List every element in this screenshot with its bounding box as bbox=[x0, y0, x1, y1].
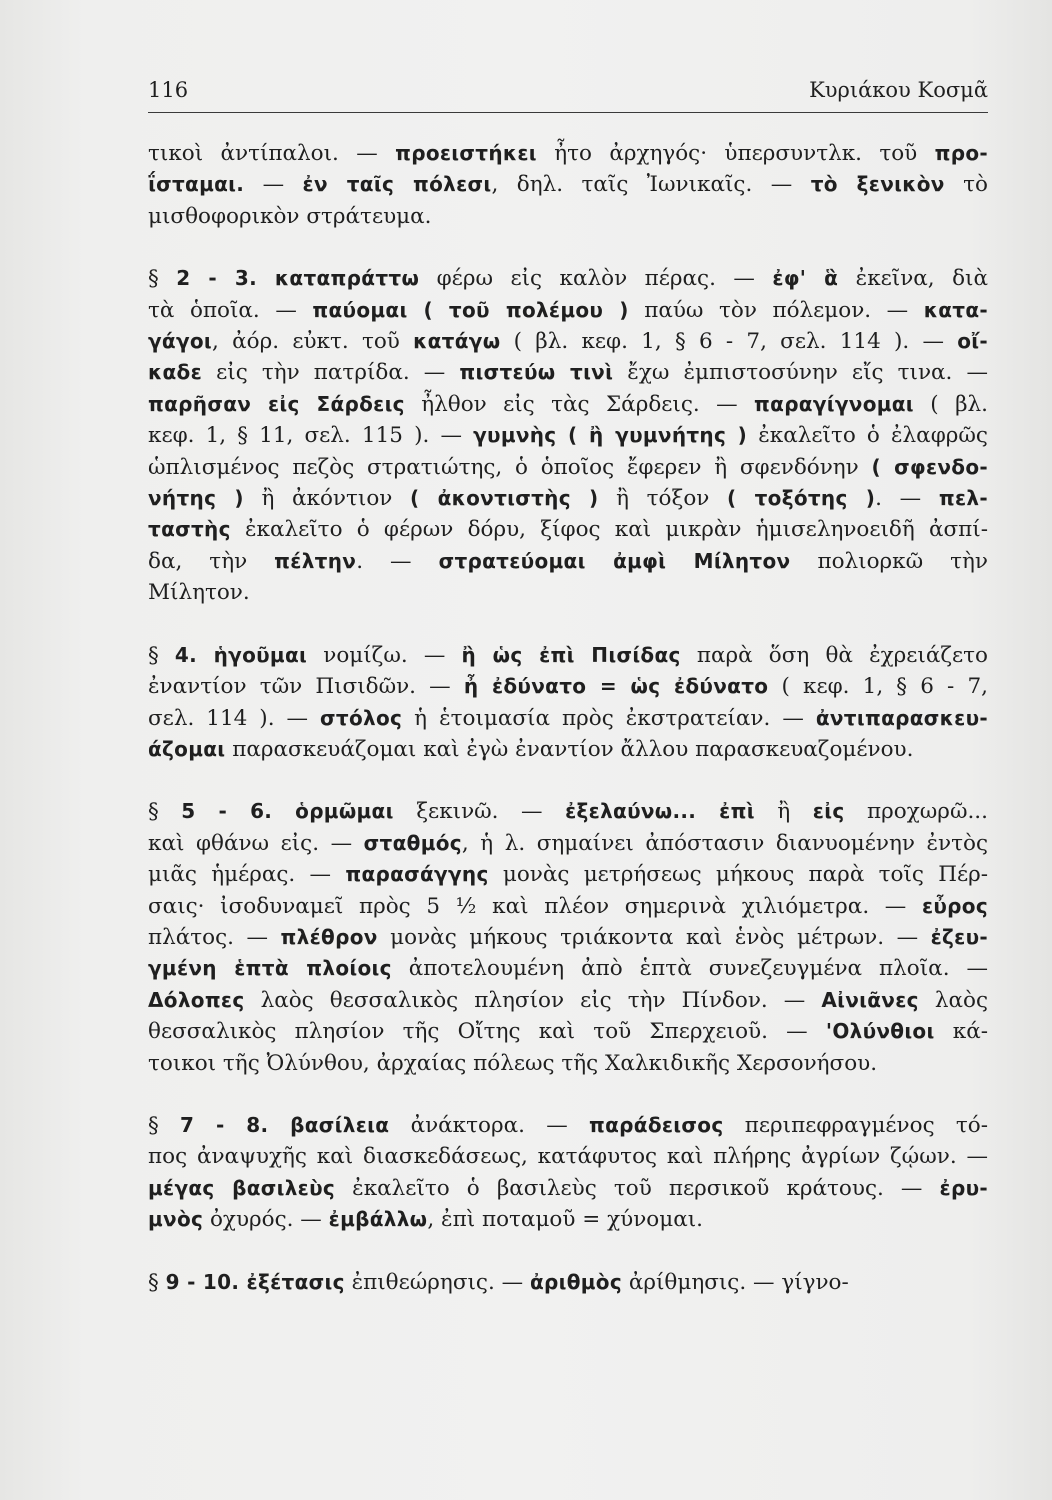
headword: ἐξελαύνω... ἐπὶ bbox=[565, 799, 755, 824]
gloss-text: Μίλητον. bbox=[148, 580, 250, 606]
gloss-text: ἐκεῖνα, διὰ bbox=[838, 266, 988, 292]
text-line bbox=[148, 452, 988, 483]
gloss-text: καὶ φθάνω εἰς. — bbox=[148, 830, 364, 856]
text-line bbox=[148, 1204, 988, 1235]
headword: παύομαι ( τοῦ πολέμου ) bbox=[312, 297, 629, 322]
gloss-text: ἐκαλεῖτο ὁ βασιλεὺς τοῦ περσικοῦ κράτους. — bbox=[335, 1175, 940, 1201]
gloss-text: ἔχω ἐμπιστοσύνην εἴς τινα. — bbox=[613, 360, 988, 386]
headword: ( ἀκοντιστὴς ) bbox=[410, 486, 599, 511]
gloss-text: ἦλθον εἰς τὰς Σάρδεις. — bbox=[404, 391, 755, 417]
headword: κατα- bbox=[923, 297, 988, 322]
headword: στόλος bbox=[320, 705, 403, 730]
headword: 9 - 10. ἐξέτασις bbox=[165, 1269, 345, 1294]
gloss-text: παρασκευάζομαι καὶ ἐγὼ ἐναντίον ἄλλου παρασκευαζομένου. bbox=[225, 736, 914, 762]
text-line bbox=[148, 169, 988, 200]
headword: ἀντιπαρασκευ- bbox=[815, 705, 989, 730]
gloss-text: τικοὶ ἀντίπαλοι. — bbox=[148, 141, 396, 166]
headword: παρασάγγης bbox=[345, 862, 489, 887]
gloss-text: νομίζω. — bbox=[307, 642, 462, 668]
paragraph bbox=[148, 1267, 988, 1298]
paragraph bbox=[148, 138, 988, 232]
gloss-text: ( βλ. κεφ. 1, § 6 - 7, σελ. 114 ). — bbox=[500, 329, 958, 355]
headword: τὸ ξενικὸν bbox=[810, 172, 945, 197]
paragraph bbox=[148, 1110, 988, 1236]
gloss-text: τὸ bbox=[944, 172, 988, 198]
headword: παράδεισος bbox=[589, 1112, 724, 1137]
gloss-text: , ἐπὶ ποταμοῦ = χύνομαι. bbox=[427, 1207, 703, 1233]
text-line bbox=[148, 640, 988, 671]
headword: ἢ ὡς ἐπὶ Πισίδας bbox=[461, 642, 681, 667]
text-line bbox=[148, 483, 988, 514]
text-line bbox=[148, 859, 988, 890]
gloss-text: ἀνάκτορα. — bbox=[389, 1112, 590, 1138]
text-line bbox=[148, 546, 988, 577]
text-line bbox=[148, 420, 988, 451]
text-line bbox=[148, 1141, 988, 1172]
gloss-text: § bbox=[148, 266, 177, 292]
headword: ἦ ἐδύνατο = ὡς ἐδύνατο bbox=[463, 674, 769, 699]
text-line bbox=[148, 389, 988, 420]
gloss-text: ἢ τόξον bbox=[598, 486, 728, 512]
gloss-text: ξεκινῶ. — bbox=[393, 799, 566, 825]
headword: εὖρος bbox=[921, 893, 988, 918]
gloss-text: ἀποτελουμένη ἀπὸ ἑπτὰ συνεζευγμένα πλοῖα. — bbox=[391, 956, 988, 982]
gloss-text: ἐπιθεώρησις. — bbox=[344, 1269, 530, 1295]
gloss-text: ἐκαλεῖτο ὁ ἐλαφρῶς bbox=[747, 423, 988, 449]
gloss-text: ἢ bbox=[754, 799, 813, 825]
gloss-text: ἢ ἀκόντιον bbox=[243, 486, 411, 512]
gloss-text: κεφ. 1, § 11, σελ. 115 ). — bbox=[148, 423, 474, 449]
gloss-text: λαὸς bbox=[918, 987, 988, 1013]
headword: 7 - 8. βασίλεια bbox=[180, 1112, 390, 1137]
gloss-text: λαὸς θεσσαλικὸς πλησίον εἰς τὴν Πίνδον. — bbox=[244, 987, 822, 1013]
gloss-text: θεσσαλικὸς πλησίον τῆς Οἴτης καὶ τοῦ Σπερχειοῦ. — bbox=[148, 1019, 826, 1045]
headword: γάγοι bbox=[148, 329, 213, 354]
headword: ἀριθμὸς bbox=[529, 1269, 622, 1294]
gloss-text: τοικοι τῆς Ὀλύνθου, ἀρχαίας πόλεως τῆς Χαλκιδικῆς Χερσονήσου. bbox=[148, 1050, 878, 1076]
paragraph bbox=[148, 796, 988, 1079]
headword: ἐζευ- bbox=[930, 924, 988, 949]
text-line bbox=[148, 1048, 988, 1079]
headword: πλέθρον bbox=[280, 924, 378, 949]
gloss-text: περιπεφραγμένος τό- bbox=[723, 1112, 988, 1138]
headword: ἐμβάλλω bbox=[328, 1207, 428, 1232]
gloss-text: ὡπλισμένος πεζὸς στρατιώτης, ὁ ὁποῖος ἔφερεν ἢ σφενδόνην bbox=[148, 454, 872, 480]
page-header bbox=[148, 74, 988, 113]
headword: προ- bbox=[934, 141, 988, 165]
gloss-text: — bbox=[244, 172, 303, 198]
text-line bbox=[148, 514, 988, 545]
gloss-text: § bbox=[148, 1269, 166, 1295]
paragraph bbox=[148, 640, 988, 766]
headword: 2 - 3. καταπράττω bbox=[176, 266, 420, 291]
headword: Δόλοπες bbox=[148, 987, 245, 1012]
gloss-text: προχωρῶ... bbox=[844, 799, 988, 825]
gloss-text: ὀχυρός. — bbox=[203, 1207, 329, 1233]
gloss-text: , δηλ. ταῖς Ἰωνικαῖς. — bbox=[491, 172, 811, 198]
text-line bbox=[148, 796, 988, 827]
gloss-text: τὰ ὁποῖα. — bbox=[148, 297, 313, 323]
text-line bbox=[148, 703, 988, 734]
gloss-text: , ἀόρ. εὐκτ. τοῦ bbox=[212, 329, 414, 355]
headword: πελ- bbox=[938, 486, 988, 511]
glossary-text bbox=[148, 138, 988, 1298]
text-line bbox=[148, 1173, 988, 1204]
gloss-text: εἰς τὴν πατρίδα. — bbox=[202, 360, 460, 386]
gloss-text: μονὰς μετρήσεως μήκους παρὰ τοῖς Πέρ- bbox=[488, 862, 988, 888]
gloss-text: πος ἀναψυχῆς καὶ διασκεδάσεως, κατάφυτος καὶ πλήρης ἀγρίων ζῴων. — bbox=[148, 1144, 988, 1170]
headword: στρατεύομαι ἀμφὶ Μίλητον bbox=[438, 548, 791, 573]
gloss-text: μιᾶς ἡμέρας. — bbox=[148, 862, 346, 888]
headword: οἴ- bbox=[957, 329, 988, 354]
headword: 4. ἡγοῦμαι bbox=[174, 642, 308, 667]
headword: σταθμός bbox=[363, 830, 462, 855]
text-line bbox=[148, 577, 988, 608]
headword: παραγίγνομαι bbox=[754, 391, 914, 416]
text-line bbox=[148, 295, 988, 326]
gloss-text: πολιορκῶ τὴν bbox=[790, 548, 988, 574]
gloss-text: § bbox=[148, 799, 182, 825]
gloss-text: ἦτο ἀρχηγός· ὑπερσυντλκ. τοῦ bbox=[536, 141, 935, 166]
headword: γυμνὴς ( ἢ γυμνήτης ) bbox=[473, 423, 748, 448]
gloss-text: μισθοφορικὸν στράτευμα. bbox=[148, 203, 432, 229]
text-line bbox=[148, 953, 988, 984]
gloss-text: . — bbox=[356, 548, 439, 574]
text-line bbox=[148, 1267, 988, 1298]
gloss-text: ἐναντίον τῶν Πισιδῶν. — bbox=[148, 674, 464, 700]
headword: ταστὴς bbox=[148, 517, 231, 542]
headword: Αἰνιᾶνες bbox=[821, 987, 919, 1012]
headword: ἐρυ- bbox=[939, 1175, 988, 1200]
headword: κατάγω bbox=[413, 329, 501, 354]
headword: ἐν ταῖς πόλεσι bbox=[302, 172, 492, 197]
gloss-text: πλάτος. — bbox=[148, 924, 281, 950]
gloss-text: παρὰ ὅση θὰ ἐχρειάζετο bbox=[680, 642, 988, 668]
gloss-text: ἡ ἑτοιμασία πρὸς ἐκστρατείαν. — bbox=[402, 705, 816, 731]
gloss-text: φέρω εἰς καλὸν πέρας. — bbox=[419, 266, 773, 292]
headword: ( σφενδο- bbox=[871, 454, 988, 479]
text-line bbox=[148, 734, 988, 765]
headword: 'Ολύνθιοι bbox=[825, 1019, 935, 1044]
paragraph bbox=[148, 263, 988, 608]
headword: εἰς bbox=[812, 799, 845, 824]
gloss-text: σαις· ἰσοδυναμεῖ πρὸς 5 ½ καὶ πλέον σημερινὰ χιλιόμετρα. — bbox=[148, 893, 922, 919]
headword: μνὸς bbox=[148, 1207, 204, 1232]
headword: πιστεύω τινὶ bbox=[459, 360, 614, 385]
headword: γμένη ἑπτὰ πλοίοις bbox=[148, 956, 392, 981]
headword: ἐφ' ἃ bbox=[772, 266, 839, 291]
text-line bbox=[148, 1110, 988, 1141]
gloss-text: ἐκαλεῖτο ὁ φέρων δόρυ, ξίφος καὶ μικρὰν ἡμισεληνοειδῆ ἀσπί- bbox=[230, 517, 988, 543]
text-line bbox=[148, 985, 988, 1016]
text-line bbox=[148, 922, 988, 953]
text-line bbox=[148, 357, 988, 388]
headword: προειστήκει bbox=[395, 141, 537, 165]
page-number: 116 bbox=[148, 78, 189, 102]
gloss-text: παύω τὸν πόλεμον. — bbox=[628, 297, 924, 323]
gloss-text: , ἡ λ. σημαίνει ἀπόστασιν διανυομένην ἐντὸς bbox=[461, 830, 988, 856]
text-line bbox=[148, 671, 988, 702]
running-head: Κυριάκου Κοσμᾶ bbox=[809, 78, 988, 102]
gloss-text: § bbox=[148, 1112, 181, 1138]
headword: ( τοξότης ) bbox=[727, 486, 876, 511]
gloss-text: § bbox=[148, 642, 175, 668]
text-line bbox=[148, 828, 988, 859]
gloss-text: δα, τὴν bbox=[148, 548, 275, 574]
gloss-text: μονὰς μήκους τριάκοντα καὶ ἑνὸς μέτρων. — bbox=[377, 924, 931, 950]
gloss-text: ( κεφ. 1, § 6 - 7, bbox=[768, 674, 988, 700]
headword: παρῆσαν εἰς Σάρδεις bbox=[148, 391, 405, 416]
headword: καδε bbox=[148, 360, 203, 385]
gloss-text: ( βλ. bbox=[913, 391, 988, 417]
text-line bbox=[148, 263, 988, 294]
headword: ΐσταμαι. bbox=[148, 172, 245, 197]
headword: πέλτην bbox=[274, 548, 357, 573]
headword: άζομαι bbox=[148, 736, 226, 761]
text-line bbox=[148, 201, 988, 232]
gloss-text: ἀρίθμησις. — γίγνο- bbox=[621, 1269, 849, 1295]
headword: νήτης ) bbox=[148, 486, 244, 511]
gloss-text: . — bbox=[875, 486, 939, 512]
gloss-text: κά- bbox=[934, 1019, 989, 1045]
headword: μέγας βασιλεὺς bbox=[148, 1175, 336, 1200]
headword: 5 - 6. ὁρμῶμαι bbox=[181, 799, 394, 824]
text-line bbox=[148, 326, 988, 357]
text-line bbox=[148, 1016, 988, 1047]
text-line bbox=[148, 891, 988, 922]
text-line bbox=[148, 138, 988, 169]
gloss-text: σελ. 114 ). — bbox=[148, 705, 321, 731]
